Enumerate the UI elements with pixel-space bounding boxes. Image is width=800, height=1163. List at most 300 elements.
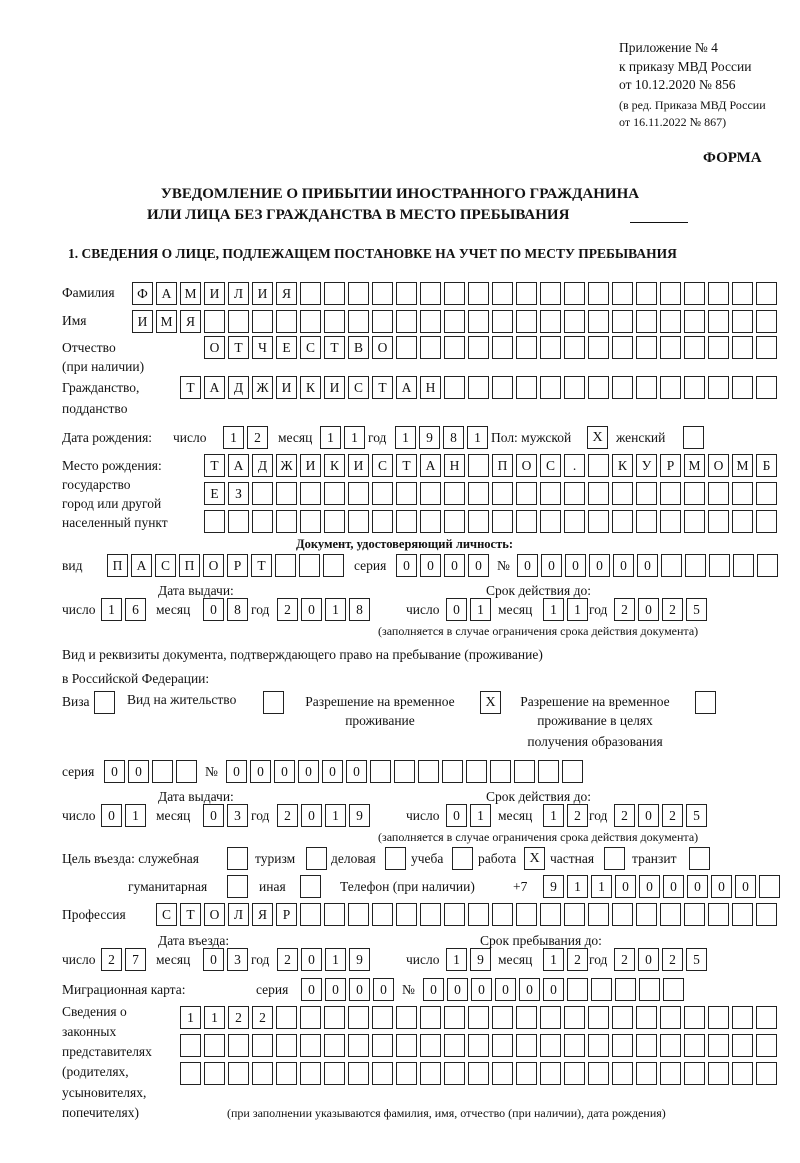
char-cell[interactable] bbox=[396, 282, 417, 305]
char-cell[interactable] bbox=[468, 310, 489, 333]
char-cell[interactable]: 0 bbox=[468, 554, 489, 577]
char-cell[interactable]: 0 bbox=[495, 978, 516, 1001]
char-cell[interactable] bbox=[564, 310, 585, 333]
char-cell[interactable] bbox=[516, 1006, 537, 1029]
char-cell[interactable]: 1 bbox=[395, 426, 416, 449]
char-cell[interactable]: П bbox=[107, 554, 128, 577]
char-cell[interactable]: Я bbox=[180, 310, 201, 333]
purpose-other-checkbox[interactable] bbox=[300, 875, 321, 898]
char-cell[interactable]: 0 bbox=[423, 978, 444, 1001]
char-cell[interactable] bbox=[564, 1006, 585, 1029]
char-cell[interactable] bbox=[442, 760, 463, 783]
char-cell[interactable]: О bbox=[204, 903, 225, 926]
char-cell[interactable] bbox=[756, 376, 777, 399]
char-cell[interactable] bbox=[396, 510, 417, 533]
char-cell[interactable] bbox=[396, 482, 417, 505]
char-cell[interactable] bbox=[300, 903, 321, 926]
char-cell[interactable]: 2 bbox=[567, 804, 588, 827]
char-cell[interactable] bbox=[444, 510, 465, 533]
char-cell[interactable] bbox=[276, 510, 297, 533]
char-cell[interactable] bbox=[684, 482, 705, 505]
char-cell[interactable] bbox=[492, 1034, 513, 1057]
char-cell[interactable] bbox=[444, 310, 465, 333]
purpose-official-checkbox[interactable] bbox=[227, 847, 248, 870]
char-cell[interactable]: К bbox=[324, 454, 345, 477]
char-cell[interactable]: Д bbox=[252, 454, 273, 477]
char-cell[interactable] bbox=[492, 482, 513, 505]
char-cell[interactable] bbox=[204, 510, 225, 533]
char-cell[interactable]: 9 bbox=[349, 948, 370, 971]
char-cell[interactable] bbox=[444, 903, 465, 926]
char-cell[interactable]: 0 bbox=[250, 760, 271, 783]
char-cell[interactable] bbox=[348, 1034, 369, 1057]
char-cell[interactable]: 0 bbox=[226, 760, 247, 783]
char-cell[interactable] bbox=[372, 482, 393, 505]
char-cell[interactable] bbox=[420, 903, 441, 926]
char-cell[interactable] bbox=[564, 482, 585, 505]
char-cell[interactable] bbox=[468, 1034, 489, 1057]
char-cell[interactable] bbox=[516, 336, 537, 359]
char-cell[interactable] bbox=[756, 903, 777, 926]
char-cell[interactable] bbox=[468, 282, 489, 305]
char-cell[interactable] bbox=[228, 310, 249, 333]
char-cell[interactable] bbox=[252, 482, 273, 505]
char-cell[interactable]: Р bbox=[276, 903, 297, 926]
char-cell[interactable]: С bbox=[300, 336, 321, 359]
char-cell[interactable] bbox=[516, 903, 537, 926]
char-cell[interactable]: 0 bbox=[301, 804, 322, 827]
char-cell[interactable]: 0 bbox=[471, 978, 492, 1001]
char-cell[interactable] bbox=[492, 376, 513, 399]
char-cell[interactable] bbox=[612, 1006, 633, 1029]
residence-checkbox[interactable] bbox=[263, 691, 284, 714]
char-cell[interactable] bbox=[540, 282, 561, 305]
char-cell[interactable] bbox=[396, 903, 417, 926]
char-cell[interactable] bbox=[468, 903, 489, 926]
char-cell[interactable]: О bbox=[708, 454, 729, 477]
char-cell[interactable] bbox=[564, 336, 585, 359]
char-cell[interactable]: 0 bbox=[637, 554, 658, 577]
char-cell[interactable] bbox=[756, 310, 777, 333]
char-cell[interactable] bbox=[276, 310, 297, 333]
char-cell[interactable]: 2 bbox=[567, 948, 588, 971]
char-cell[interactable] bbox=[516, 376, 537, 399]
char-cell[interactable]: 0 bbox=[420, 554, 441, 577]
char-cell[interactable] bbox=[468, 1006, 489, 1029]
char-cell[interactable]: 1 bbox=[125, 804, 146, 827]
char-cell[interactable] bbox=[490, 760, 511, 783]
char-cell[interactable] bbox=[562, 760, 583, 783]
char-cell[interactable]: Т bbox=[251, 554, 272, 577]
char-cell[interactable] bbox=[348, 482, 369, 505]
char-cell[interactable] bbox=[492, 510, 513, 533]
char-cell[interactable] bbox=[708, 482, 729, 505]
char-cell[interactable] bbox=[372, 310, 393, 333]
char-cell[interactable]: 1 bbox=[180, 1006, 201, 1029]
char-cell[interactable]: 2 bbox=[252, 1006, 273, 1029]
char-cell[interactable] bbox=[708, 1006, 729, 1029]
char-cell[interactable]: И bbox=[276, 376, 297, 399]
char-cell[interactable]: 9 bbox=[349, 804, 370, 827]
char-cell[interactable] bbox=[732, 376, 753, 399]
char-cell[interactable] bbox=[684, 903, 705, 926]
char-cell[interactable] bbox=[660, 482, 681, 505]
char-cell[interactable]: 0 bbox=[519, 978, 540, 1001]
char-cell[interactable] bbox=[732, 1006, 753, 1029]
char-cell[interactable]: 0 bbox=[346, 760, 367, 783]
char-cell[interactable] bbox=[684, 1006, 705, 1029]
char-cell[interactable] bbox=[684, 376, 705, 399]
char-cell[interactable] bbox=[660, 510, 681, 533]
char-cell[interactable]: 2 bbox=[614, 804, 635, 827]
char-cell[interactable] bbox=[612, 282, 633, 305]
char-cell[interactable]: Е bbox=[204, 482, 225, 505]
char-cell[interactable]: 0 bbox=[349, 978, 370, 1001]
char-cell[interactable] bbox=[300, 310, 321, 333]
char-cell[interactable]: К bbox=[300, 376, 321, 399]
char-cell[interactable] bbox=[540, 482, 561, 505]
char-cell[interactable] bbox=[204, 1062, 225, 1085]
char-cell[interactable]: 0 bbox=[735, 875, 756, 898]
char-cell[interactable] bbox=[663, 978, 684, 1001]
char-cell[interactable]: 1 bbox=[325, 804, 346, 827]
char-cell[interactable] bbox=[756, 336, 777, 359]
char-cell[interactable]: Я bbox=[276, 282, 297, 305]
char-cell[interactable] bbox=[252, 310, 273, 333]
char-cell[interactable]: 1 bbox=[591, 875, 612, 898]
char-cell[interactable] bbox=[612, 1062, 633, 1085]
char-cell[interactable]: 1 bbox=[325, 598, 346, 621]
char-cell[interactable] bbox=[516, 510, 537, 533]
char-cell[interactable] bbox=[370, 760, 391, 783]
char-cell[interactable] bbox=[660, 1034, 681, 1057]
char-cell[interactable]: 2 bbox=[614, 948, 635, 971]
char-cell[interactable] bbox=[564, 376, 585, 399]
purpose-work-checkbox[interactable]: X bbox=[524, 847, 545, 870]
char-cell[interactable]: 0 bbox=[104, 760, 125, 783]
char-cell[interactable] bbox=[468, 482, 489, 505]
char-cell[interactable]: 5 bbox=[686, 598, 707, 621]
char-cell[interactable]: 2 bbox=[662, 598, 683, 621]
char-cell[interactable] bbox=[538, 760, 559, 783]
char-cell[interactable]: 0 bbox=[274, 760, 295, 783]
char-cell[interactable] bbox=[564, 1062, 585, 1085]
char-cell[interactable] bbox=[588, 282, 609, 305]
char-cell[interactable]: 0 bbox=[128, 760, 149, 783]
char-cell[interactable] bbox=[516, 310, 537, 333]
char-cell[interactable] bbox=[275, 554, 296, 577]
char-cell[interactable] bbox=[420, 1062, 441, 1085]
char-cell[interactable] bbox=[516, 1062, 537, 1085]
char-cell[interactable] bbox=[612, 903, 633, 926]
char-cell[interactable] bbox=[276, 1062, 297, 1085]
char-cell[interactable]: 1 bbox=[204, 1006, 225, 1029]
char-cell[interactable] bbox=[756, 482, 777, 505]
char-cell[interactable]: М bbox=[156, 310, 177, 333]
char-cell[interactable] bbox=[324, 482, 345, 505]
char-cell[interactable]: М bbox=[180, 282, 201, 305]
char-cell[interactable] bbox=[420, 510, 441, 533]
char-cell[interactable]: 2 bbox=[277, 598, 298, 621]
char-cell[interactable]: 0 bbox=[687, 875, 708, 898]
char-cell[interactable]: 0 bbox=[203, 804, 224, 827]
char-cell[interactable]: 2 bbox=[662, 804, 683, 827]
char-cell[interactable] bbox=[732, 336, 753, 359]
char-cell[interactable] bbox=[636, 282, 657, 305]
char-cell[interactable]: 0 bbox=[325, 978, 346, 1001]
char-cell[interactable]: 1 bbox=[467, 426, 488, 449]
char-cell[interactable] bbox=[588, 482, 609, 505]
char-cell[interactable] bbox=[660, 310, 681, 333]
char-cell[interactable] bbox=[708, 310, 729, 333]
char-cell[interactable]: Б bbox=[756, 454, 777, 477]
char-cell[interactable] bbox=[372, 1062, 393, 1085]
char-cell[interactable] bbox=[324, 510, 345, 533]
char-cell[interactable] bbox=[660, 1062, 681, 1085]
char-cell[interactable] bbox=[708, 1034, 729, 1057]
char-cell[interactable] bbox=[228, 510, 249, 533]
char-cell[interactable] bbox=[588, 1062, 609, 1085]
char-cell[interactable] bbox=[709, 554, 730, 577]
char-cell[interactable]: Т bbox=[180, 903, 201, 926]
char-cell[interactable] bbox=[300, 1062, 321, 1085]
char-cell[interactable] bbox=[276, 1006, 297, 1029]
char-cell[interactable] bbox=[733, 554, 754, 577]
char-cell[interactable]: У bbox=[636, 454, 657, 477]
char-cell[interactable] bbox=[444, 1006, 465, 1029]
char-cell[interactable] bbox=[324, 282, 345, 305]
char-cell[interactable]: 1 bbox=[223, 426, 244, 449]
char-cell[interactable]: В bbox=[348, 336, 369, 359]
char-cell[interactable]: Р bbox=[227, 554, 248, 577]
char-cell[interactable]: 1 bbox=[344, 426, 365, 449]
char-cell[interactable]: О bbox=[204, 336, 225, 359]
char-cell[interactable]: И bbox=[324, 376, 345, 399]
char-cell[interactable]: Д bbox=[228, 376, 249, 399]
char-cell[interactable]: 1 bbox=[470, 804, 491, 827]
char-cell[interactable] bbox=[540, 376, 561, 399]
purpose-humanitarian-checkbox[interactable] bbox=[227, 875, 248, 898]
char-cell[interactable]: А bbox=[131, 554, 152, 577]
char-cell[interactable]: И bbox=[348, 454, 369, 477]
char-cell[interactable]: 0 bbox=[613, 554, 634, 577]
char-cell[interactable] bbox=[420, 310, 441, 333]
char-cell[interactable] bbox=[492, 1006, 513, 1029]
char-cell[interactable] bbox=[444, 336, 465, 359]
char-cell[interactable] bbox=[492, 903, 513, 926]
char-cell[interactable] bbox=[228, 1062, 249, 1085]
char-cell[interactable]: 1 bbox=[567, 598, 588, 621]
purpose-transit-checkbox[interactable] bbox=[689, 847, 710, 870]
char-cell[interactable]: 9 bbox=[419, 426, 440, 449]
char-cell[interactable] bbox=[757, 554, 778, 577]
char-cell[interactable] bbox=[660, 336, 681, 359]
char-cell[interactable] bbox=[564, 903, 585, 926]
char-cell[interactable] bbox=[324, 1062, 345, 1085]
char-cell[interactable] bbox=[732, 1034, 753, 1057]
char-cell[interactable] bbox=[685, 554, 706, 577]
char-cell[interactable] bbox=[756, 510, 777, 533]
char-cell[interactable]: 8 bbox=[227, 598, 248, 621]
char-cell[interactable]: 0 bbox=[565, 554, 586, 577]
char-cell[interactable]: И bbox=[204, 282, 225, 305]
char-cell[interactable]: 1 bbox=[470, 598, 491, 621]
char-cell[interactable] bbox=[228, 1034, 249, 1057]
char-cell[interactable]: 1 bbox=[101, 598, 122, 621]
char-cell[interactable]: Я bbox=[252, 903, 273, 926]
char-cell[interactable]: 3 bbox=[227, 948, 248, 971]
char-cell[interactable] bbox=[444, 1034, 465, 1057]
char-cell[interactable] bbox=[612, 1034, 633, 1057]
char-cell[interactable]: 8 bbox=[349, 598, 370, 621]
char-cell[interactable]: Т bbox=[396, 454, 417, 477]
char-cell[interactable] bbox=[152, 760, 173, 783]
char-cell[interactable] bbox=[300, 282, 321, 305]
purpose-business-checkbox[interactable] bbox=[385, 847, 406, 870]
char-cell[interactable]: А bbox=[156, 282, 177, 305]
char-cell[interactable] bbox=[372, 1006, 393, 1029]
char-cell[interactable] bbox=[444, 282, 465, 305]
char-cell[interactable] bbox=[564, 1034, 585, 1057]
char-cell[interactable] bbox=[444, 482, 465, 505]
char-cell[interactable]: 0 bbox=[638, 804, 659, 827]
char-cell[interactable] bbox=[732, 482, 753, 505]
char-cell[interactable] bbox=[252, 1062, 273, 1085]
char-cell[interactable] bbox=[348, 510, 369, 533]
char-cell[interactable]: Т bbox=[324, 336, 345, 359]
char-cell[interactable]: 0 bbox=[711, 875, 732, 898]
char-cell[interactable] bbox=[204, 310, 225, 333]
char-cell[interactable] bbox=[684, 510, 705, 533]
char-cell[interactable] bbox=[708, 336, 729, 359]
char-cell[interactable] bbox=[588, 454, 609, 477]
char-cell[interactable] bbox=[468, 376, 489, 399]
char-cell[interactable]: 0 bbox=[373, 978, 394, 1001]
char-cell[interactable]: 0 bbox=[663, 875, 684, 898]
char-cell[interactable] bbox=[636, 1034, 657, 1057]
char-cell[interactable]: Т bbox=[180, 376, 201, 399]
char-cell[interactable]: 0 bbox=[447, 978, 468, 1001]
char-cell[interactable] bbox=[684, 1034, 705, 1057]
char-cell[interactable] bbox=[564, 282, 585, 305]
char-cell[interactable] bbox=[516, 282, 537, 305]
char-cell[interactable] bbox=[636, 376, 657, 399]
char-cell[interactable]: 2 bbox=[614, 598, 635, 621]
char-cell[interactable] bbox=[588, 903, 609, 926]
char-cell[interactable]: 9 bbox=[470, 948, 491, 971]
char-cell[interactable] bbox=[348, 1006, 369, 1029]
char-cell[interactable]: 2 bbox=[277, 948, 298, 971]
char-cell[interactable] bbox=[612, 510, 633, 533]
char-cell[interactable] bbox=[492, 1062, 513, 1085]
purpose-tourism-checkbox[interactable] bbox=[306, 847, 327, 870]
char-cell[interactable] bbox=[636, 482, 657, 505]
char-cell[interactable] bbox=[588, 336, 609, 359]
char-cell[interactable]: О bbox=[372, 336, 393, 359]
char-cell[interactable]: 0 bbox=[589, 554, 610, 577]
char-cell[interactable] bbox=[276, 482, 297, 505]
char-cell[interactable] bbox=[588, 510, 609, 533]
char-cell[interactable]: А bbox=[396, 376, 417, 399]
char-cell[interactable]: 0 bbox=[639, 875, 660, 898]
purpose-study-checkbox[interactable] bbox=[452, 847, 473, 870]
char-cell[interactable] bbox=[514, 760, 535, 783]
char-cell[interactable]: 1 bbox=[567, 875, 588, 898]
char-cell[interactable]: 3 bbox=[227, 804, 248, 827]
char-cell[interactable] bbox=[176, 760, 197, 783]
char-cell[interactable]: Т bbox=[372, 376, 393, 399]
char-cell[interactable] bbox=[324, 1034, 345, 1057]
char-cell[interactable]: 2 bbox=[101, 948, 122, 971]
char-cell[interactable] bbox=[444, 1062, 465, 1085]
temp-residence-edu-checkbox[interactable] bbox=[695, 691, 716, 714]
char-cell[interactable] bbox=[420, 282, 441, 305]
char-cell[interactable]: Е bbox=[276, 336, 297, 359]
char-cell[interactable] bbox=[591, 978, 612, 1001]
char-cell[interactable] bbox=[588, 310, 609, 333]
char-cell[interactable] bbox=[708, 282, 729, 305]
char-cell[interactable] bbox=[396, 310, 417, 333]
char-cell[interactable]: И bbox=[300, 454, 321, 477]
char-cell[interactable]: К bbox=[612, 454, 633, 477]
char-cell[interactable] bbox=[756, 1062, 777, 1085]
char-cell[interactable] bbox=[180, 1034, 201, 1057]
char-cell[interactable] bbox=[324, 310, 345, 333]
char-cell[interactable] bbox=[612, 336, 633, 359]
char-cell[interactable]: 2 bbox=[247, 426, 268, 449]
char-cell[interactable] bbox=[516, 1034, 537, 1057]
char-cell[interactable]: Ч bbox=[252, 336, 273, 359]
char-cell[interactable]: И bbox=[132, 310, 153, 333]
char-cell[interactable] bbox=[660, 1006, 681, 1029]
char-cell[interactable] bbox=[708, 1062, 729, 1085]
char-cell[interactable]: И bbox=[252, 282, 273, 305]
char-cell[interactable]: 6 bbox=[125, 598, 146, 621]
char-cell[interactable]: 0 bbox=[396, 554, 417, 577]
char-cell[interactable]: С bbox=[348, 376, 369, 399]
char-cell[interactable] bbox=[661, 554, 682, 577]
char-cell[interactable] bbox=[639, 978, 660, 1001]
sex-female-checkbox[interactable] bbox=[683, 426, 704, 449]
char-cell[interactable]: 1 bbox=[446, 948, 467, 971]
char-cell[interactable]: О bbox=[516, 454, 537, 477]
char-cell[interactable] bbox=[252, 1034, 273, 1057]
char-cell[interactable] bbox=[732, 903, 753, 926]
char-cell[interactable] bbox=[567, 978, 588, 1001]
char-cell[interactable]: 5 bbox=[686, 804, 707, 827]
char-cell[interactable] bbox=[420, 1006, 441, 1029]
char-cell[interactable] bbox=[420, 1034, 441, 1057]
char-cell[interactable]: 0 bbox=[301, 948, 322, 971]
temp-residence-checkbox[interactable]: X bbox=[480, 691, 501, 714]
char-cell[interactable] bbox=[396, 1034, 417, 1057]
char-cell[interactable] bbox=[732, 310, 753, 333]
char-cell[interactable] bbox=[468, 336, 489, 359]
purpose-private-checkbox[interactable] bbox=[604, 847, 625, 870]
char-cell[interactable]: 0 bbox=[446, 598, 467, 621]
char-cell[interactable]: 0 bbox=[301, 978, 322, 1001]
char-cell[interactable]: С bbox=[156, 903, 177, 926]
char-cell[interactable]: 0 bbox=[322, 760, 343, 783]
char-cell[interactable] bbox=[540, 1062, 561, 1085]
char-cell[interactable]: 2 bbox=[228, 1006, 249, 1029]
char-cell[interactable] bbox=[396, 1062, 417, 1085]
char-cell[interactable]: 0 bbox=[444, 554, 465, 577]
char-cell[interactable] bbox=[468, 454, 489, 477]
char-cell[interactable]: 2 bbox=[277, 804, 298, 827]
char-cell[interactable] bbox=[372, 510, 393, 533]
char-cell[interactable] bbox=[660, 282, 681, 305]
